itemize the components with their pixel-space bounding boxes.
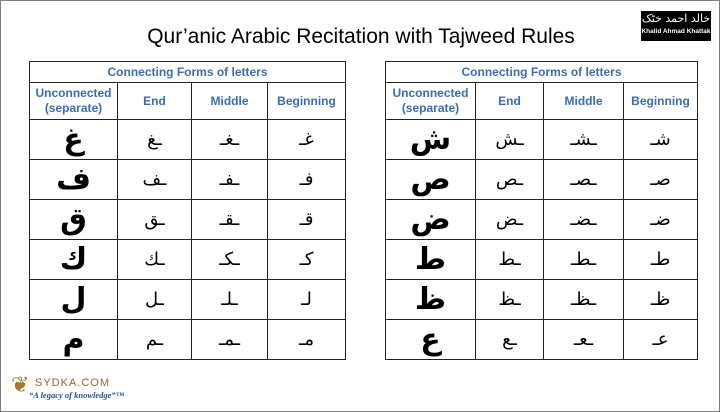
separate-form: ف bbox=[30, 160, 118, 200]
end-form: ـظ bbox=[476, 280, 544, 320]
header-unconnected: Unconnected (separate) bbox=[30, 83, 118, 120]
separate-form: ط bbox=[386, 240, 476, 280]
table-row bbox=[30, 240, 346, 280]
brand-tagline: “A legacy of knowledge”™ bbox=[29, 390, 125, 400]
beginning-form: ضـ bbox=[624, 200, 698, 240]
header-middle: Middle bbox=[544, 83, 624, 120]
table-row bbox=[30, 280, 346, 320]
middle-form: ـكـ bbox=[192, 240, 268, 280]
beginning-form: صـ bbox=[624, 160, 698, 200]
table-row bbox=[386, 320, 698, 360]
middle-form: ـمـ bbox=[192, 320, 268, 360]
separate-form: ض bbox=[386, 200, 476, 240]
middle-form: ـظـ bbox=[544, 280, 624, 320]
middle-form: ـعـ bbox=[544, 320, 624, 360]
separate-form: ظ bbox=[386, 280, 476, 320]
beginning-form: ظـ bbox=[624, 280, 698, 320]
separate-form: ع bbox=[386, 320, 476, 360]
table-row bbox=[386, 160, 698, 200]
table-caption: Connecting Forms of letters bbox=[30, 62, 346, 83]
beginning-form: مـ bbox=[268, 320, 346, 360]
beginning-form: فـ bbox=[268, 160, 346, 200]
end-form: ـص bbox=[476, 160, 544, 200]
sydka-logo-icon: ❦ bbox=[11, 373, 30, 398]
brand-name: SYDKA.COM bbox=[35, 377, 111, 389]
middle-form: ـغـ bbox=[192, 120, 268, 160]
author-logo bbox=[641, 11, 711, 41]
separate-form: غ bbox=[30, 120, 118, 160]
table-row bbox=[30, 320, 346, 360]
header-end: End bbox=[118, 83, 192, 120]
separate-form: ل bbox=[30, 280, 118, 320]
end-form: ـع bbox=[476, 320, 544, 360]
header-unconnected: Unconnected (separate) bbox=[386, 83, 476, 120]
sydka-brand bbox=[11, 373, 131, 403]
middle-form: ـفـ bbox=[192, 160, 268, 200]
beginning-form: عـ bbox=[624, 320, 698, 360]
end-form: ـم bbox=[118, 320, 192, 360]
middle-form: ـشـ bbox=[544, 120, 624, 160]
beginning-form: غـ bbox=[268, 120, 346, 160]
header-middle: Middle bbox=[192, 83, 268, 120]
beginning-form: قـ bbox=[268, 200, 346, 240]
slide-title: Qur’anic Arabic Recitation with Tajweed Rules bbox=[147, 25, 575, 48]
end-form: ـش bbox=[476, 120, 544, 160]
middle-form: ـصـ bbox=[544, 160, 624, 200]
beginning-form: طـ bbox=[624, 240, 698, 280]
end-form: ـف bbox=[118, 160, 192, 200]
table-row bbox=[30, 120, 346, 160]
separate-form: ك bbox=[30, 240, 118, 280]
separate-form: ش bbox=[386, 120, 476, 160]
separate-form: ق bbox=[30, 200, 118, 240]
header-beginning: Beginning bbox=[624, 83, 698, 120]
beginning-form: شـ bbox=[624, 120, 698, 160]
end-form: ـك bbox=[118, 240, 192, 280]
end-form: ـض bbox=[476, 200, 544, 240]
end-form: ـل bbox=[118, 280, 192, 320]
table-row bbox=[386, 120, 698, 160]
header-end: End bbox=[476, 83, 544, 120]
end-form: ـق bbox=[118, 200, 192, 240]
middle-form: ـطـ bbox=[544, 240, 624, 280]
table-row bbox=[30, 200, 346, 240]
logo-arabic-text: خالد احمد خٹک bbox=[641, 12, 711, 25]
table-row bbox=[30, 160, 346, 200]
table-caption: Connecting Forms of letters bbox=[386, 62, 698, 83]
separate-form: م bbox=[30, 320, 118, 360]
table-row bbox=[386, 280, 698, 320]
middle-form: ـلـ bbox=[192, 280, 268, 320]
separate-form: ص bbox=[386, 160, 476, 200]
middle-form: ـقـ bbox=[192, 200, 268, 240]
end-form: ـط bbox=[476, 240, 544, 280]
table-row bbox=[386, 240, 698, 280]
table-row bbox=[386, 200, 698, 240]
header-beginning: Beginning bbox=[268, 83, 346, 120]
end-form: ـغ bbox=[118, 120, 192, 160]
beginning-form: لـ bbox=[268, 280, 346, 320]
logo-english-text: Khalid Ahmad Khattak bbox=[641, 28, 711, 35]
letter-forms-table-right bbox=[385, 61, 698, 360]
letter-forms-table-left bbox=[29, 61, 346, 360]
beginning-form: كـ bbox=[268, 240, 346, 280]
middle-form: ـضـ bbox=[544, 200, 624, 240]
